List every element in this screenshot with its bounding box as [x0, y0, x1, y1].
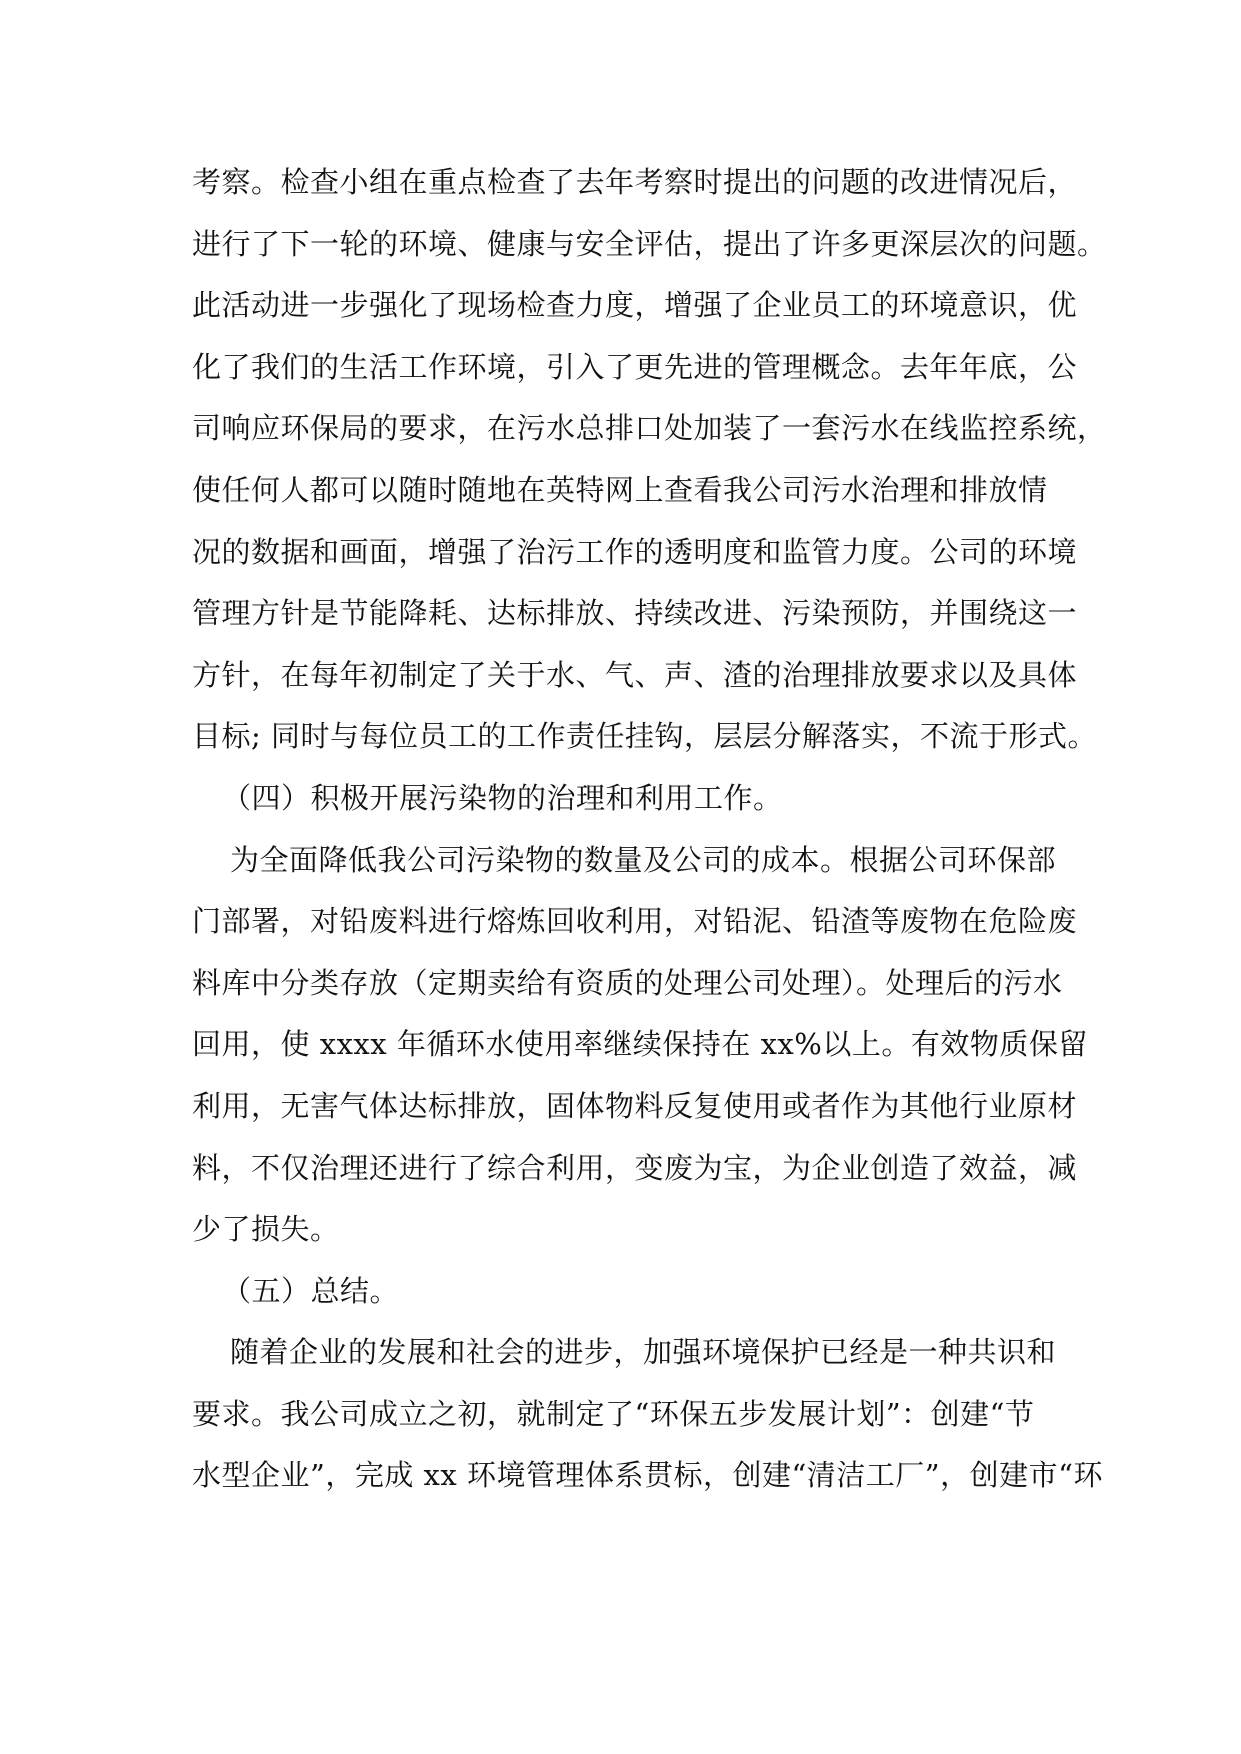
body-line: 利用，无害气体达标排放，固体物料反复使用或者作为其他行业原材 — [192, 1088, 1078, 1123]
body-line: 料库中分类存放（定期卖给有资质的处理公司处理）。处理后的污水 — [192, 965, 1063, 1000]
body-line: 回用，使 xxxx 年循环水使用率继续保持在 xx%以上。有效物质保留 — [192, 1027, 1088, 1062]
body-line: 使任何人都可以随时随地在英特网上查看我公司污水治理和排放情 — [192, 472, 1048, 507]
body-line: 目标; 同时与每位员工的工作责任挂钩，层层分解落实，不流于形式。 — [192, 719, 1097, 754]
body-line: 化了我们的生活工作环境，引入了更先进的管理概念。去年年底，公 — [192, 349, 1078, 384]
document-body — [192, 152, 1107, 1507]
body-line: 进行了下一轮的环境、健康与安全评估，提出了许多更深层次的问题。 — [192, 226, 1107, 261]
body-line: 方针，在每年初制定了关于水、气、声、渣的治理排放要求以及具体 — [192, 657, 1078, 692]
body-line: 水型企业”，完成 xx 环境管理体系贯标，创建“清洁工厂”，创建市“环 — [192, 1458, 1103, 1493]
section-heading-4: （四）积极开展污染物的治理和利用工作。 — [222, 780, 783, 815]
body-line: 随着企业的发展和社会的进步，加强环境保护已经是一种共识和 — [230, 1335, 1057, 1370]
body-line: 司响应环保局的要求，在污水总排口处加装了一套污水在线监控系统， — [192, 411, 1107, 446]
body-line: 为全面降低我公司污染物的数量及公司的成本。根据公司环保部 — [230, 842, 1057, 877]
body-line: 考察。检查小组在重点检查了去年考察时提出的问题的改进情况后， — [192, 165, 1078, 199]
body-line: 门部署，对铅废料进行熔炼回收利用，对铅泥、铅渣等废物在危险废 — [192, 904, 1078, 939]
body-line: 要求。我公司成立之初，就制定了“环保五步发展计划”：创建“节 — [192, 1396, 1035, 1431]
body-line: 管理方针是节能降耗、达标排放、持续改进、污染预防，并围绕这一 — [192, 596, 1078, 631]
body-line: 况的数据和画面，增强了治污工作的透明度和监管力度。公司的环境 — [192, 534, 1078, 569]
section-heading-5: （五）总结。 — [222, 1273, 400, 1308]
body-line: 此活动进一步强化了现场检查力度，增强了企业员工的环境意识，优 — [192, 288, 1078, 323]
body-line: 料，不仅治理还进行了综合利用，变废为宝，为企业创造了效益，减 — [192, 1150, 1078, 1185]
body-line: 少了损失。 — [192, 1212, 340, 1247]
